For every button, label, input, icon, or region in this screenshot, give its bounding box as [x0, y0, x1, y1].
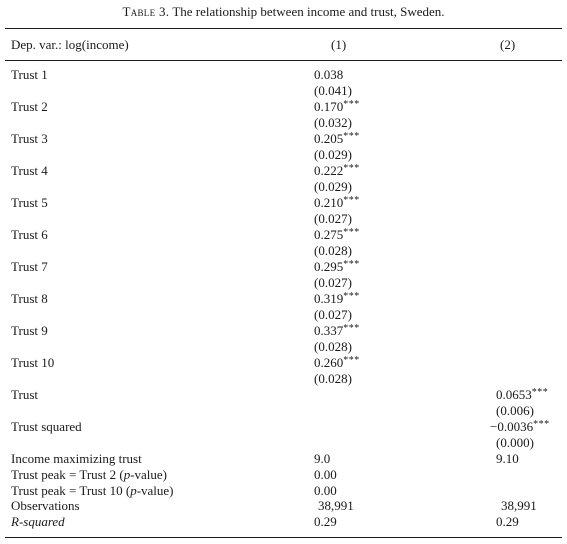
std-error: (0.027)	[314, 307, 352, 322]
coefficient: 0.0653***	[496, 387, 549, 402]
row-label: R-squared	[11, 514, 65, 529]
value-col2: 38,991	[501, 498, 537, 513]
row-label: Observations	[11, 498, 80, 513]
coefficient: 0.038	[314, 67, 344, 82]
std-error: (0.041)	[314, 83, 352, 98]
std-error: (0.027)	[314, 211, 352, 226]
coefficient: 0.210***	[314, 195, 360, 210]
coefficient: 0.260***	[314, 355, 360, 370]
std-error: (0.000)	[496, 435, 534, 450]
header-rule	[5, 60, 562, 61]
value-col1: 9.0	[314, 451, 331, 466]
row-label: Trust 5	[11, 195, 48, 210]
std-error: (0.028)	[314, 243, 352, 258]
table-title: The relationship between income and trust, Sweden.	[172, 4, 445, 19]
column-2-header: (2)	[500, 37, 516, 52]
coefficient: 0.275***	[314, 227, 360, 242]
std-error: (0.027)	[314, 275, 352, 290]
value-col2: 9.10	[496, 451, 519, 466]
row-label: Trust 7	[11, 259, 48, 274]
row-label: Trust 10	[11, 355, 55, 370]
coefficient: 0.337***	[314, 323, 360, 338]
table-caption	[0, 4, 567, 20]
dep-var-header: Dep. var.: log(income)	[11, 37, 129, 52]
coefficient: 0.319***	[314, 291, 360, 306]
row-label: Trust squared	[11, 419, 82, 434]
column-1-header: (1)	[331, 37, 347, 52]
std-error: (0.028)	[314, 339, 352, 354]
std-error: (0.029)	[314, 179, 352, 194]
row-label: Trust	[11, 387, 38, 402]
coefficient: 0.205***	[314, 131, 360, 146]
row-label: Trust 9	[11, 323, 48, 338]
row-label: Trust 4	[11, 163, 48, 178]
coefficient: 0.295***	[314, 259, 360, 274]
row-label: Trust 8	[11, 291, 48, 306]
std-error: (0.006)	[496, 403, 534, 418]
std-error: (0.028)	[314, 371, 352, 386]
coefficient: 0.170***	[314, 99, 360, 114]
value-col1: 0.29	[314, 514, 337, 529]
bottom-rule	[5, 537, 562, 538]
value-col1: 38,991	[318, 498, 354, 513]
std-error: (0.032)	[314, 115, 352, 130]
std-error: (0.029)	[314, 147, 352, 162]
value-col1: 0.00	[314, 467, 337, 482]
row-label: Income maximizing trust	[11, 451, 142, 466]
row-label: Trust 1	[11, 67, 48, 82]
row-label: Trust 2	[11, 99, 48, 114]
row-label: Trust 6	[11, 227, 48, 242]
coefficient: 0.222***	[314, 163, 360, 178]
table-number: Table 3.	[122, 4, 170, 19]
value-col2: 0.29	[496, 514, 519, 529]
top-rule	[5, 28, 562, 29]
value-col1: 0.00	[314, 483, 337, 498]
row-label: Trust peak = Trust 2 (p-value)	[11, 467, 167, 482]
row-label: Trust peak = Trust 10 (p-value)	[11, 483, 174, 498]
coefficient: −0.0036***	[490, 419, 550, 434]
row-label: Trust 3	[11, 131, 48, 146]
